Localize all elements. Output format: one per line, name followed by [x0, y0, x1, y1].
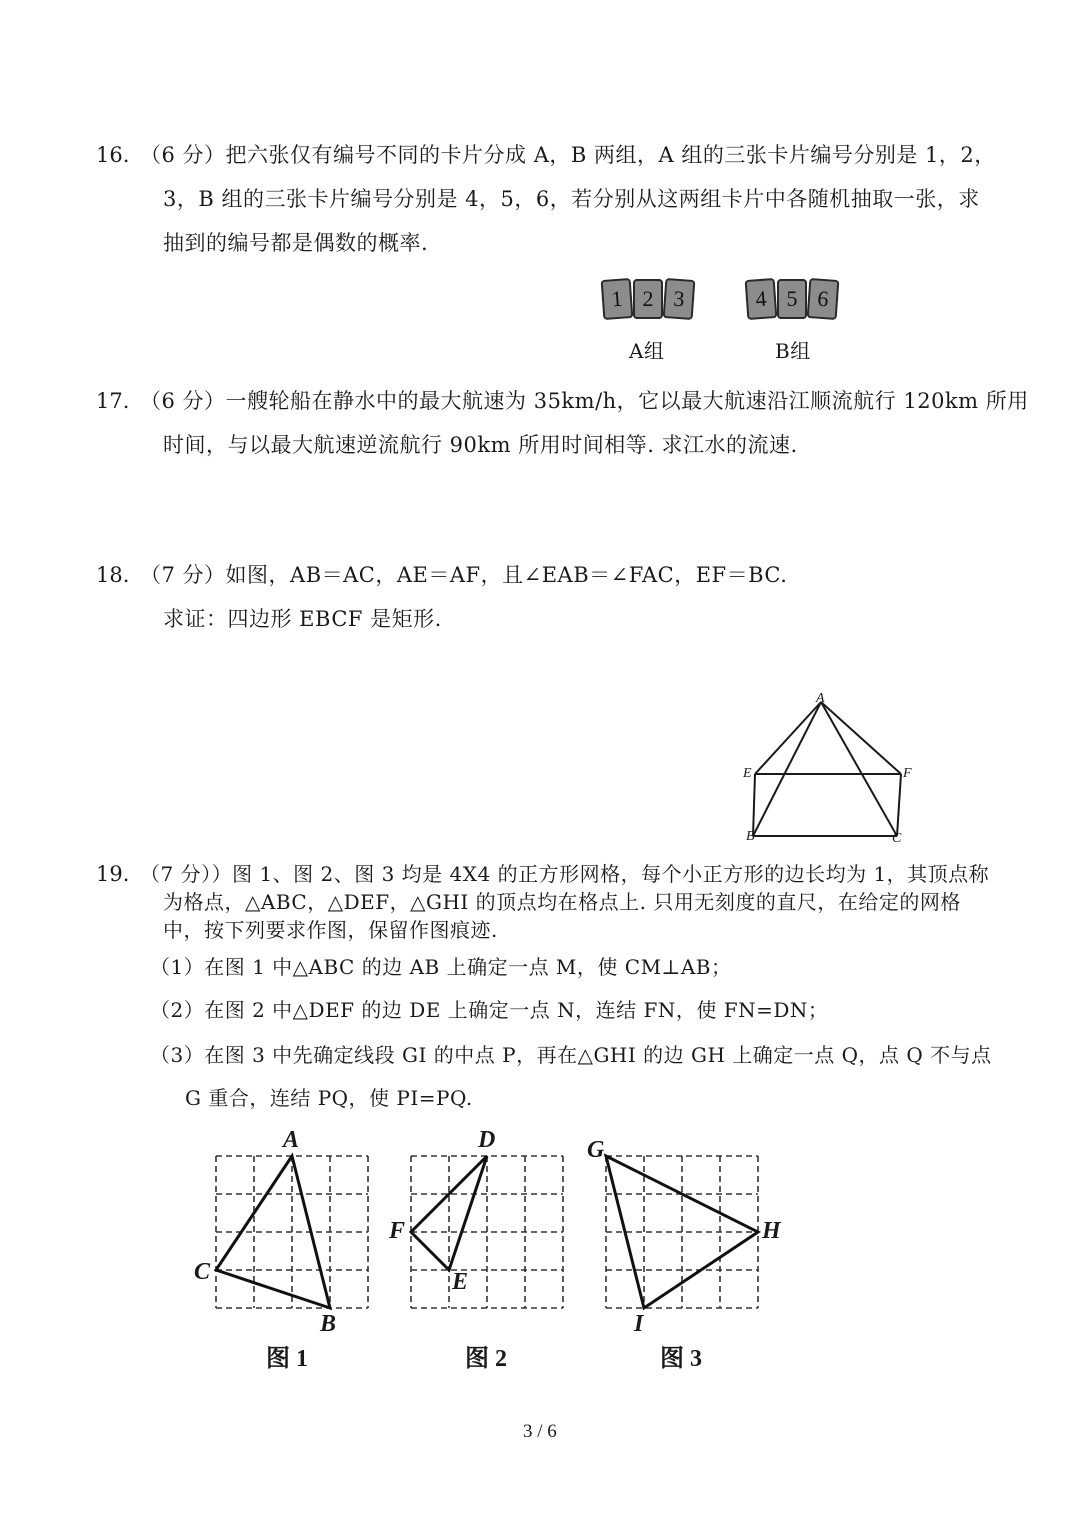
q18-point-e: E [743, 766, 752, 781]
card-group-b [744, 277, 844, 327]
page-number: 3 / 6 [523, 1421, 557, 1442]
card-a-2: 2 [633, 279, 663, 319]
card-group-b-label: B组 [775, 339, 811, 363]
question-17-number: 17. [96, 389, 130, 413]
question-16-line-1: （6 分）把六张仅有编号不同的卡片分成 A，B 两组，A 组的三张卡片编号分别是 1，2， [140, 143, 996, 167]
card-group-a-label: A组 [629, 339, 665, 363]
q18-point-b: B [746, 829, 755, 844]
fig3-point-g: G [587, 1137, 605, 1163]
figure-3-grid [600, 1150, 765, 1315]
q18-point-f: F [903, 766, 912, 781]
figure-1-grid [210, 1150, 375, 1315]
card-a-1: 1 [601, 278, 634, 320]
figure-2-label: 图 2 [465, 1346, 507, 1372]
q18-rectangle-figure [735, 690, 925, 850]
q18-point-a: A [816, 691, 825, 706]
card-b-4: 4 [745, 278, 778, 320]
question-16-line-2: 3，B 组的三张卡片编号分别是 4，5，6，若分别从这两组卡片中各随机抽取一张，求 [163, 187, 980, 211]
figure-2-grid [405, 1150, 570, 1315]
card-a-3: 3 [663, 278, 696, 320]
question-18-number: 18. [96, 563, 130, 587]
question-19-part-1: （1）在图 1 中△ABC 的边 AB 上确定一点 M，使 CM⊥AB； [150, 955, 732, 979]
question-18-line-2: 求证：四边形 EBCF 是矩形. [163, 607, 442, 631]
card-b-6: 6 [807, 278, 840, 320]
question-19-part-3: （3）在图 3 中先确定线段 GI 的中点 P，再在△GHI 的边 GH 上确定一点 Q，点 Q 不与点 [150, 1043, 992, 1067]
fig2-point-f: F [389, 1218, 406, 1244]
question-16-number: 16. [96, 143, 130, 167]
figure-1-label: 图 1 [266, 1346, 308, 1372]
fig1-point-b: B [320, 1311, 337, 1337]
question-19-line-3: 中，按下列要求作图，保留作图痕迹. [163, 918, 498, 942]
fig3-point-i: I [634, 1311, 644, 1337]
figure-3-label: 图 3 [660, 1346, 702, 1372]
question-17-line-1: （6 分）一艘轮船在静水中的最大航速为 35km/h，它以最大航速沿江顺流航行 120km 所用 [140, 389, 1029, 413]
question-19-number: 19. [96, 862, 130, 886]
question-16-line-3: 抽到的编号都是偶数的概率. [163, 231, 429, 255]
fig1-point-c: C [194, 1259, 211, 1285]
fig1-point-a: A [283, 1127, 300, 1153]
fig3-point-h: H [762, 1218, 781, 1244]
question-19-part-2: （2）在图 2 中△DEF 的边 DE 上确定一点 N，连结 FN，使 FN=DN； [150, 998, 829, 1022]
q18-point-c: C [892, 831, 902, 846]
card-group-a [600, 277, 700, 327]
question-17-line-2: 时间，与以最大航速逆流航行 90km 所用时间相等. 求江水的流速. [163, 433, 798, 457]
fig2-point-d: D [478, 1127, 496, 1153]
card-b-5: 5 [777, 279, 807, 319]
question-19-part-3-cont: G 重合，连结 PQ，使 PI=PQ. [185, 1086, 473, 1110]
fig2-point-e: E [452, 1269, 469, 1295]
question-19-line-2: 为格点，△ABC，△DEF，△GHI 的顶点均在格点上. 只用无刻度的直尺，在给定的网格 [163, 890, 961, 914]
question-19-line-1: （7 分））图 1、图 2、图 3 均是 4X4 的正方形网格，每个小正方形的边长均为 1，其顶点称 [140, 862, 990, 886]
question-18-line-1: （7 分）如图，AB＝AC，AE＝AF，且∠EAB＝∠FAC，EF＝BC. [140, 563, 788, 587]
